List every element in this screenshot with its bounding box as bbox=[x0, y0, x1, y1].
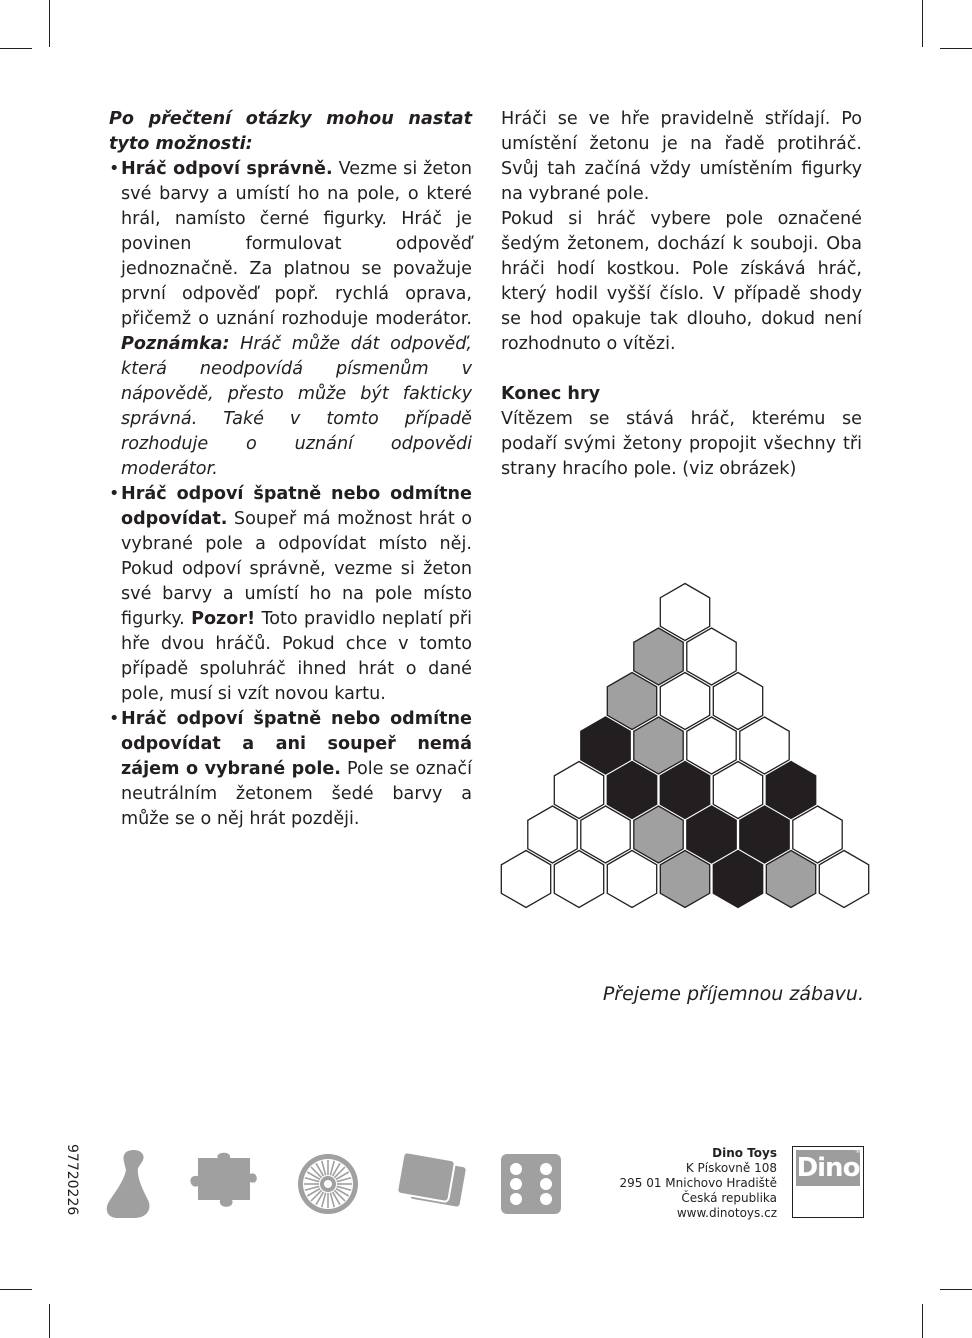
list-item: • Hráč odpoví správně. Vezme si žeton své barvy a umístí ho na pole, o které hrál, namísto černé figurky. Hráč je povinen formulovat odpověď jednoznačně. Za platnou se považuje první odpověď popř. rychlá oprava, přičemž o uznání rozhoduje moderátor. Poznámka: Hráč může dát odpověď, která neodpovídá písmenům v nápovědě, přesto může být fakticky správná. Také v tomto případě rozhoduje o uznání odpovědi moderátor. bbox=[109, 159, 472, 479]
crop-mark bbox=[940, 1289, 972, 1290]
hex-cell bbox=[766, 762, 815, 819]
hex-cell bbox=[740, 717, 789, 774]
crop-mark bbox=[49, 0, 50, 47]
bullet-title: Hráč odpoví špatně nebo odmítne odpovídat a ani soupeř nemá zájem o vybrané pole. bbox=[121, 709, 472, 779]
hex-cell bbox=[660, 762, 709, 819]
hex-cell bbox=[660, 673, 709, 730]
hex-cell bbox=[713, 673, 762, 730]
wheel-icon bbox=[296, 1152, 360, 1216]
city: 295 01 Mnichovo Hradiště bbox=[619, 1176, 777, 1190]
hex-cell bbox=[660, 584, 709, 641]
right-column bbox=[501, 107, 862, 482]
paragraph: Pokud si hráč vybere pole označené šedým žetonem, dochází k souboji. Oba hráči hodí kostkou. Pole získává hráč, který hodil vyšší číslo. V případě shody se hod opakuje tak dlouho, dokud není rozhodnuto o vítězi. bbox=[501, 209, 862, 354]
website-link[interactable]: www.dinotoys.cz bbox=[676, 1206, 777, 1220]
crop-mark bbox=[0, 48, 32, 49]
hex-cell bbox=[793, 806, 842, 863]
paragraph: Vítězem se stává hráč, kterému se podaří svými žetony propojit všechny tři strany hracího pole. (viz obrázek) bbox=[501, 409, 862, 479]
hex-cell bbox=[607, 851, 656, 908]
bullet-title: Hráč odpoví špatně nebo odmítne odpovídat. bbox=[121, 484, 472, 529]
puzzle-piece-icon bbox=[184, 1152, 270, 1214]
hex-cell bbox=[607, 673, 656, 730]
left-column bbox=[109, 107, 472, 832]
note-label: Poznámka: bbox=[121, 334, 230, 354]
crop-mark bbox=[922, 1304, 923, 1338]
list-item: • Hráč odpoví špatně nebo odmítne odpovídat a ani soupeř nemá zájem o vybrané pole. Pole se označí neutrálním žetonem šedé barvy a může se o něj hrát později. bbox=[109, 709, 472, 829]
crop-mark bbox=[49, 1304, 50, 1338]
company-name: Dino Toys bbox=[712, 1146, 777, 1160]
section-heading: Konec hry bbox=[501, 384, 601, 404]
paragraph: Hráči se ve hře pravidelně střídají. Po umístění žetonu je na řadě protihráč. Svůj tah začíná vždy umístěním figurky na vybrané pole. bbox=[501, 109, 862, 204]
closing-text: Přejeme příjemnou zábavu. bbox=[602, 983, 864, 1005]
dino-logo: Dino ® bbox=[792, 1146, 864, 1218]
hex-cell bbox=[687, 806, 736, 863]
warning-label: Pozor! bbox=[191, 609, 256, 629]
product-code: 97720226 bbox=[64, 1144, 80, 1216]
hex-cell bbox=[634, 628, 683, 685]
hex-cell bbox=[528, 806, 577, 863]
hex-cell bbox=[687, 628, 736, 685]
hex-cell bbox=[766, 851, 815, 908]
hex-cell bbox=[554, 762, 603, 819]
list-item: • Hráč odpoví špatně nebo odmítne odpovídat. Soupeř má možnost hrát o vybrané pole a odpovídat místo něj. Pokud odpoví správně, vezme si žeton své barvy a umístí ho na pole místo figurky. Pozor! Toto pravidlo neplatí při hře dvou hráčů. Pokud chce v tomto případě spoluhráč ihned hrát o dané pole, musí si vzít novou kartu. bbox=[109, 484, 472, 704]
hex-board bbox=[497, 582, 873, 922]
hex-cell bbox=[607, 762, 656, 819]
hex-cell bbox=[501, 851, 550, 908]
hex-cell bbox=[713, 762, 762, 819]
bullet-title: Hráč odpoví správně. bbox=[121, 159, 333, 179]
game-pawn-icon bbox=[104, 1148, 154, 1220]
logo-text: Dino bbox=[796, 1150, 860, 1186]
dice-icon bbox=[501, 1154, 561, 1214]
country: Česká republika bbox=[681, 1191, 777, 1205]
cards-icon bbox=[388, 1150, 472, 1216]
hex-cell bbox=[660, 851, 709, 908]
hex-cell bbox=[819, 851, 868, 908]
crop-mark bbox=[922, 0, 923, 47]
outcomes-heading: Po přečtení otázky mohou nastat tyto možnosti: bbox=[109, 109, 472, 154]
hex-cell bbox=[554, 851, 603, 908]
hex-cell bbox=[634, 717, 683, 774]
hex-cell bbox=[634, 806, 683, 863]
hex-cell bbox=[687, 717, 736, 774]
hex-cell bbox=[713, 851, 762, 908]
hex-cell bbox=[581, 806, 630, 863]
hex-cell bbox=[581, 717, 630, 774]
street: K Pískovně 108 bbox=[685, 1161, 777, 1175]
company-address bbox=[600, 1146, 777, 1221]
crop-mark bbox=[0, 1289, 32, 1290]
hex-cell bbox=[740, 806, 789, 863]
crop-mark bbox=[940, 48, 972, 49]
